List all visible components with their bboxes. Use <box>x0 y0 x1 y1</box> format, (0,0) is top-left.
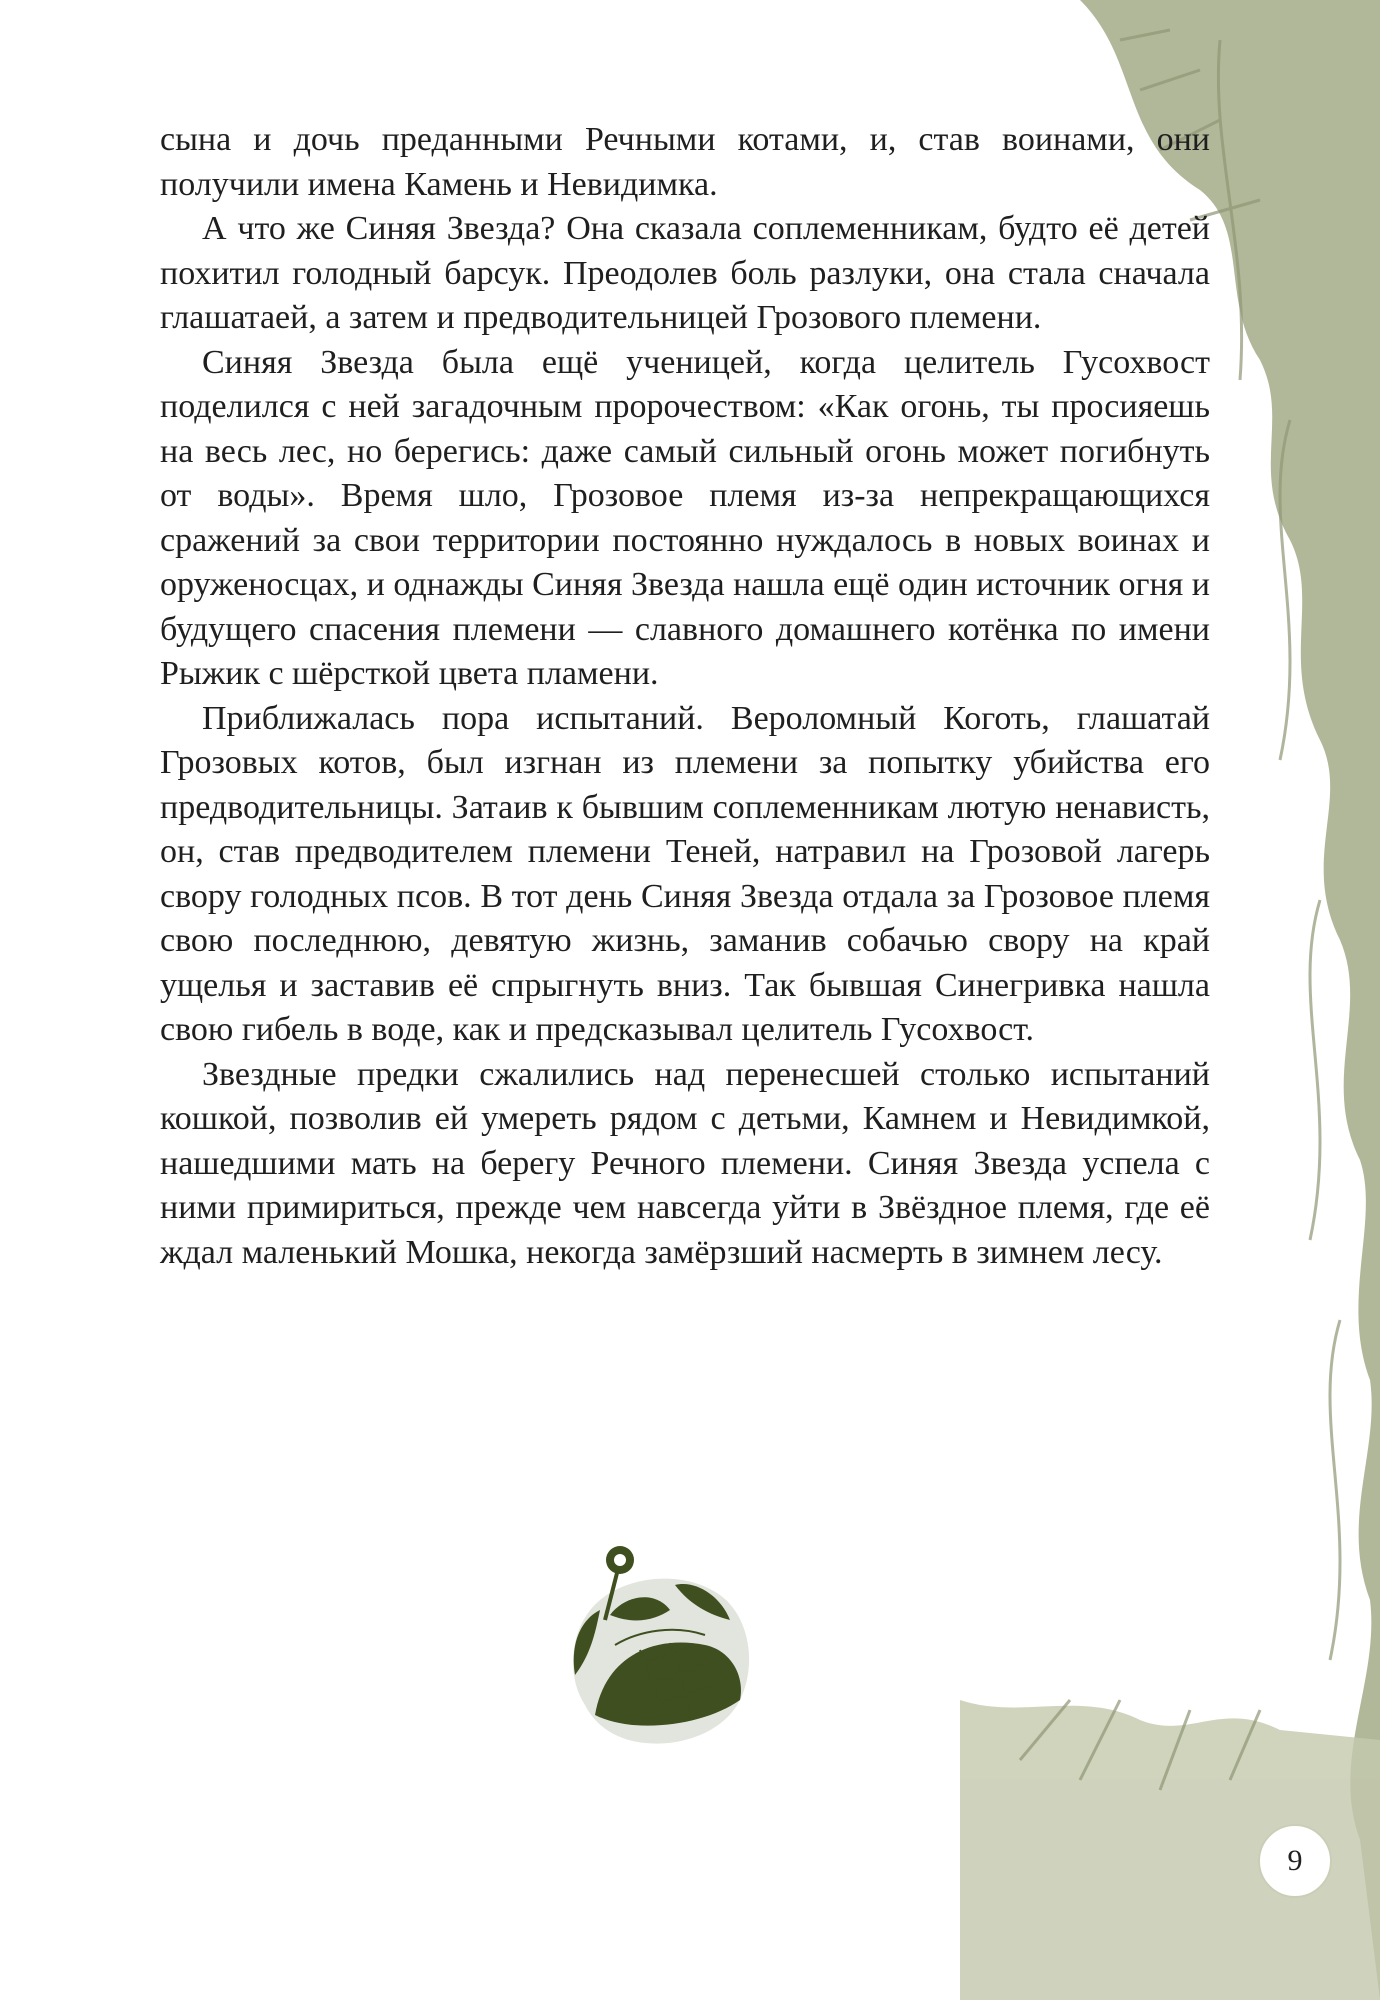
body-text <box>160 118 1210 1275</box>
page-number-badge <box>1258 1824 1332 1898</box>
paragraph: Приближалась пора испытаний. Вероломный Коготь, глашатай Грозовых котов, был изгнан из племени за попытку убийства его предводительницы. Затаив к бывшим соплеменникам лютую ненависть, он, став предводителем племени Теней, натравил на Грозовой лагерь свору голодных псов. В тот день Синяя Звезда отдала за Грозовое племя свою последнюю, девятую жизнь, заманив собачью свору на край ущелья и заставив её спрыгнуть вниз. Так бывшая Синегривка нашла свою гибель в воде, как и предсказывал целитель Гусохвост. <box>160 699 1210 1048</box>
mossy-log-with-flower-vignette <box>545 1525 770 1755</box>
paragraph: А что же Синяя Звезда? Она сказала соплеменникам, будто её детей похитил голодный барсук. Преодолев боль разлуки, она стала сначала глашатаей, а затем и предводительницей Грозового племени. <box>160 210 1210 336</box>
paragraph: Синяя Звезда была ещё ученицей, когда целитель Гусохвост поделился с ней загадочным пророчеством: «Как огонь, ты просияешь на весь лес, но берегись: даже самый сильный огонь может погибнуть от воды». Время шло, Грозовое племя из-за непрекращающихся сражений за свои территории постоянно нуждалось в новых воинах и оруженосцах, и однажды Синяя Звезда нашла ещё один источник огня и будущего спасения племени — славного домашнего котёнка по имени Рыжик с шёрсткой цвета пламени. <box>160 343 1210 692</box>
page-number: 9 <box>1287 1844 1303 1877</box>
paragraph: сына и дочь преданными Речными котами, и, став воинами, они получили имена Камень и Невидимка. <box>160 121 1210 203</box>
paragraph: Звездные предки сжалились над перенесшей столько испытаний кошкой, позволив ей умереть рядом с детьми, Камнем и Невидимкой, нашедшими мать на берегу Речного племени. Синяя Звезда успела с ними примириться, прежде чем навсегда уйти в Звёздное племя, где её ждал маленький Мошка, некогда замёрзший насмерть в зимнем лесу. <box>160 1055 1210 1271</box>
